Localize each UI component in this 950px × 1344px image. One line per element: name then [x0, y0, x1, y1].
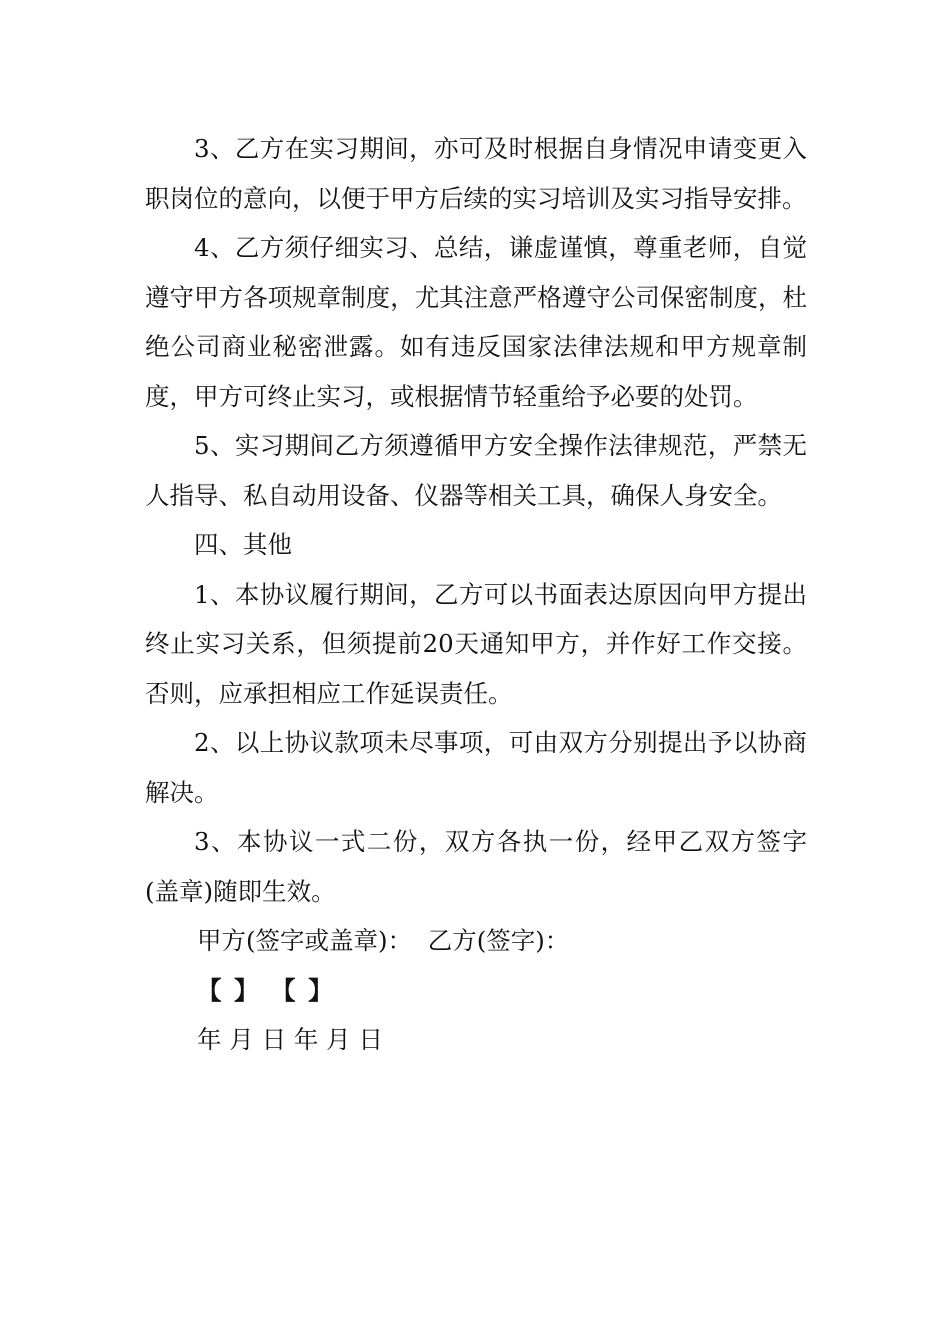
document-body: [145, 124, 807, 1065]
clause-3-transfer: 3、乙方在实习期间，亦可及时根据自身情况申请变更入职岗位的意向，以便于甲方后续的实习培训及实习指导安排。: [145, 134, 807, 213]
signature-brackets: 【 】 【 】: [197, 975, 335, 1005]
clause-4-conduct: 4、乙方须仔细实习、总结，谦虚谨慎，尊重老师，自觉遵守甲方各项规章制度，尤其注意严格遵守公司保密制度，杜绝公司商业秘密泄露。如有违反国家法律法规和甲方规章制度，甲方可终止实习，或根据情节轻重给予必要的处罚。: [145, 233, 807, 411]
signature-line: 甲方(签字或盖章)： 乙方(签字)：: [197, 926, 570, 955]
clause-2-negotiation: 2、以上协议款项未尽事项，可由双方分别提出予以协商解决。: [145, 728, 807, 807]
clause-1-termination: 1、本协议履行期间，乙方可以书面表达原因向甲方提出终止实习关系，但须提前20天通知甲方，并作好工作交接。否则，应承担相应工作延误责任。: [145, 579, 807, 708]
date-line: 年 月 日 年 月 日: [197, 1025, 383, 1054]
clause-5-safety: 5、实习期间乙方须遵循甲方安全操作法律规范，严禁无人指导、私自动用设备、仪器等相关工具，确保人身安全。: [145, 431, 807, 510]
section-heading-other: 四、其他: [194, 530, 292, 559]
clause-3-effective: 3、本协议一式二份，双方各执一份，经甲乙双方签字(盖章)随即生效。: [145, 827, 807, 906]
